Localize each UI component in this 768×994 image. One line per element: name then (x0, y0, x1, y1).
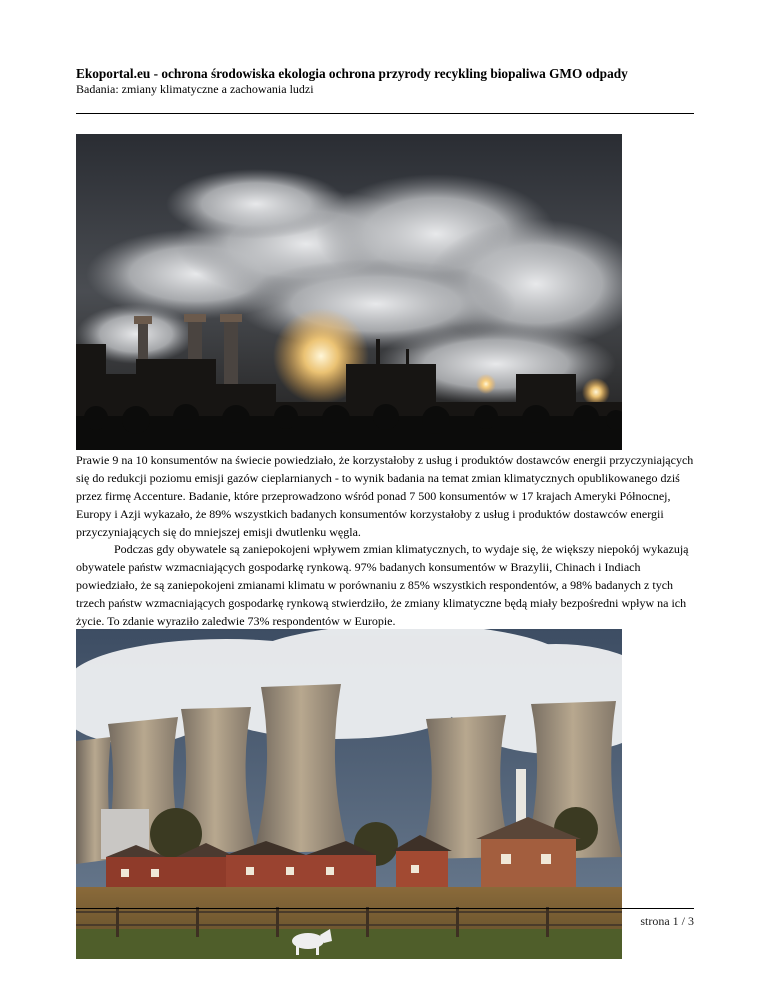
cooling-towers-photo (76, 629, 622, 959)
site-title: Ekoportal.eu - ochrona środowiska ekologia ochrona przyrody recykling biopaliwa GMO odpady (76, 66, 628, 81)
article-paragraph: Podczas gdy obywatele są zaniepokojeni wpływem zmian klimatycznych, to wydaje się, że większy niepokój wykazują obywatele państw wzmacniających gospodarkę rynkową. 97% badanych konsumentów w Brazylii, Chinach i Indiach powiedziało, że są zaniepokojeni zmianami klimatu w porównaniu z 85% wszystkich respondentów, a 98% badanych z tych trzech państw wzmacniających gospodarkę rynkową stwierdziło, że zmiany klimatyczne będą miały bezpośredni wpływ na ich życie. To zdanie wyraziło zaledwie 73% respondentów w Europie. (76, 542, 689, 628)
header-divider (76, 113, 694, 114)
footer-divider (76, 908, 694, 909)
article-paragraph: Prawie 9 na 10 konsumentów na świecie powiedziało, że korzystałoby z usług i produktów dostawców energii przyczyniających się do redukcji poziomu emisji gazów cieplarnianych - to wynik badania na temat zmian klimatycznych opublikowanego dziś przez firmę Accenture. Badanie, które przeprowadzono wśród ponad 7 500 konsumentów w 17 krajach Ameryki Północnej, Europy i Azji wykazało, że 89% wszystkich badanych konsumentów korzystałoby z usług i produktów dostawców energii przyczyniających się do mniejszej emisji dwutlenku węgla. (76, 453, 694, 539)
industrial-smoke-night-photo (76, 134, 622, 450)
page-header (76, 66, 696, 97)
article-subtitle: Badania: zmiany klimatyczne a zachowania ludzi (76, 82, 314, 96)
page-number: strona 1 / 3 (640, 914, 694, 928)
